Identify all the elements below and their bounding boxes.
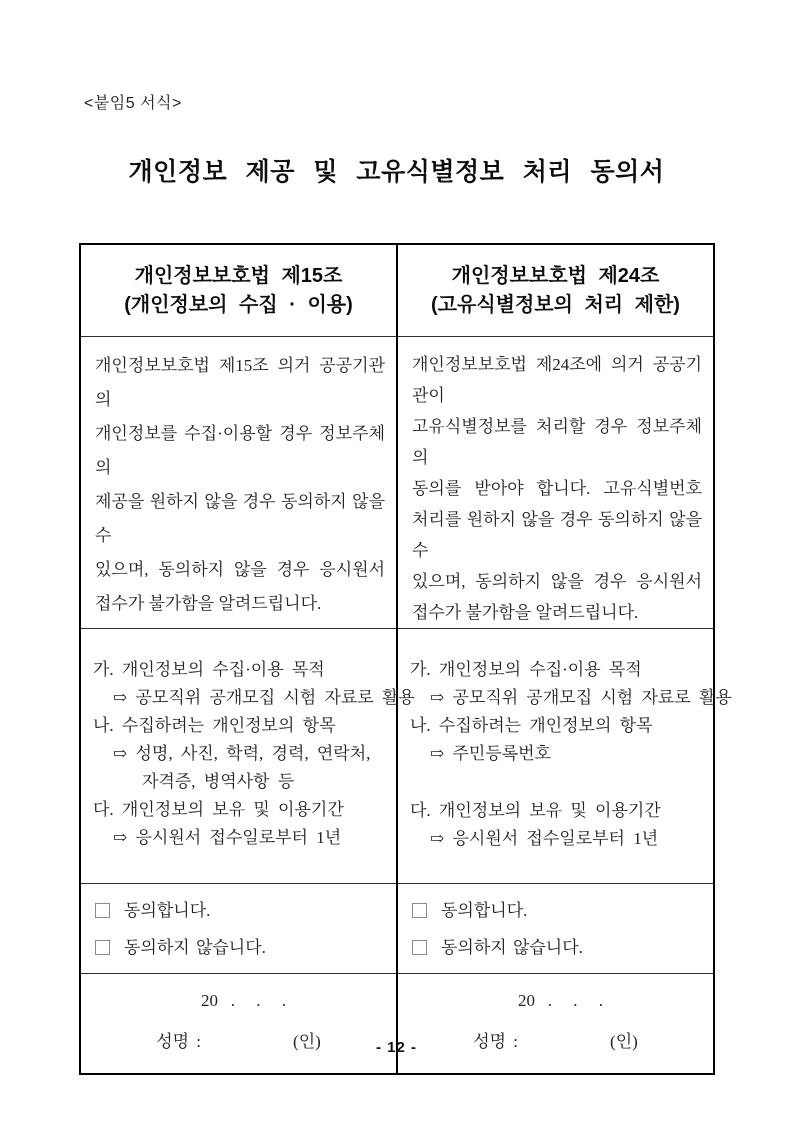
list-item: 가. 개인정보의 수집·이용 목적 <box>93 659 325 679</box>
right-header-subtitle: (고유식별정보의 처리 제한) <box>431 294 680 316</box>
agree-label: 동의합니다. <box>441 900 528 920</box>
list-item: 다. 개인정보의 보유 및 이용기간 <box>410 800 661 820</box>
text-line: 있으며, 동의하지 않을 경우 응시원서 <box>95 559 385 579</box>
disagree-label: 동의하지 않습니다. <box>124 937 266 957</box>
list-item-detail: ⇨ 응시원서 접수일로부터 1년 <box>113 827 342 847</box>
list-item: 나. 수집하려는 개인정보의 항목 <box>93 715 336 735</box>
list-item-detail: 자격증, 병역사항 등 <box>142 771 295 791</box>
seal-label: (인) <box>610 1031 638 1051</box>
left-header-law: 개인정보보호법 제15조 <box>134 265 343 287</box>
left-consent <box>80 883 397 973</box>
list-item-detail: ⇨ 응시원서 접수일로부터 1년 <box>430 828 659 848</box>
signature-row <box>80 973 714 1074</box>
list-item-detail: ⇨ 성명, 사진, 학력, 경력, 연락처, <box>113 743 371 763</box>
date-field[interactable]: 20 . . . <box>518 990 603 1010</box>
agree-label: 동의합니다. <box>124 900 211 920</box>
text-line: 처리를 원하지 않을 경우 동의하지 않을 수 <box>412 509 702 560</box>
seal-label: (인) <box>293 1031 321 1051</box>
agree-checkbox[interactable] <box>95 903 110 918</box>
text-line: 접수가 불가함을 알려드립니다. <box>95 593 322 613</box>
description-row <box>80 336 714 628</box>
text-line: 제공을 원하지 않을 경우 동의하지 않을 수 <box>95 491 385 545</box>
page-number: - 12 - <box>375 1039 417 1056</box>
text-line: 접수가 불가함을 알려드립니다. <box>412 602 639 622</box>
items-row <box>80 628 714 883</box>
text-line: 개인정보를 수집·이용할 경우 정보주체의 <box>95 423 385 477</box>
left-items-list <box>80 628 415 883</box>
list-item-detail: ⇨ 공모직위 공개모집 시험 자료로 활용 <box>430 687 732 707</box>
text-line: 고유식별정보를 처리할 경우 정보주체의 <box>412 416 702 467</box>
left-signature <box>80 973 397 1074</box>
list-item: 나. 수집하려는 개인정보의 항목 <box>410 715 653 735</box>
right-column-header <box>397 244 714 336</box>
attachment-label: <붙임5 서식> <box>84 95 182 112</box>
agree-checkbox[interactable] <box>412 903 427 918</box>
name-field-label[interactable]: 성명 : <box>473 1031 519 1051</box>
text-line: 있으며, 동의하지 않을 경우 응시원서 <box>412 571 702 591</box>
text-line: 개인정보보호법 제15조 의거 공공기관의 <box>95 355 385 409</box>
left-column-header <box>80 244 397 336</box>
left-description <box>80 336 397 628</box>
disagree-checkbox[interactable] <box>95 940 110 955</box>
list-item: 다. 개인정보의 보유 및 이용기간 <box>93 799 344 819</box>
left-header-subtitle: (개인정보의 수집 · 이용) <box>124 294 353 316</box>
disagree-option <box>412 936 705 960</box>
date-field[interactable]: 20 . . . <box>201 990 286 1010</box>
agree-option <box>95 899 388 923</box>
blank-line <box>410 768 705 797</box>
list-item: 가. 개인정보의 수집·이용 목적 <box>410 659 642 679</box>
disagree-option <box>95 936 388 960</box>
right-consent <box>397 883 714 973</box>
page-title: 개인정보 제공 및 고유식별정보 처리 동의서 <box>128 158 665 186</box>
right-items-list <box>397 628 732 883</box>
consent-row <box>80 883 714 973</box>
agree-option <box>412 899 705 923</box>
name-field-label[interactable]: 성명 : <box>156 1031 202 1051</box>
right-header-law: 개인정보보호법 제24조 <box>451 265 660 287</box>
consent-table <box>79 243 732 1075</box>
list-item-detail: ⇨ 공모직위 공개모집 시험 자료로 활용 <box>113 687 415 707</box>
list-item-detail: ⇨ 주민등록번호 <box>430 743 552 763</box>
text-line: 개인정보보호법 제24조에 의거 공공기관이 <box>412 354 702 405</box>
text-line: 동의를 받아야 합니다. 고유식별번호 <box>412 478 702 498</box>
disagree-checkbox[interactable] <box>412 940 427 955</box>
disagree-label: 동의하지 않습니다. <box>441 937 583 957</box>
right-description <box>397 336 714 628</box>
header-row <box>80 244 714 336</box>
right-signature <box>397 973 714 1074</box>
